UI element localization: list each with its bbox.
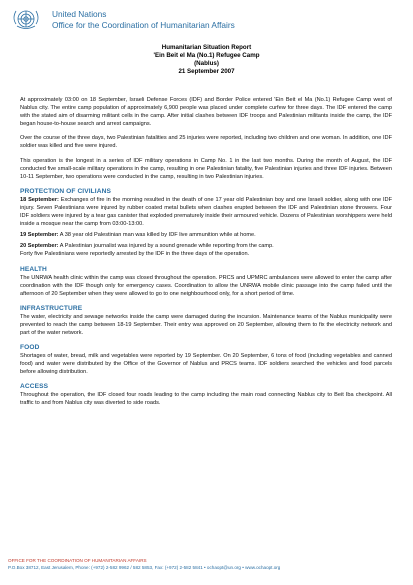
title-line-3: (Nablus) (194, 60, 219, 67)
report-body (20, 96, 392, 408)
access-heading: ACCESS (20, 383, 49, 391)
title-line-2: 'Ein Beit el Ma (No.1) Refugee Camp (153, 52, 260, 59)
protection-sep20 (20, 242, 392, 250)
sep18-text: Exchanges of fire in the morning resulted in the death of one 17 year old Palestinian boy and one Israeli soldier, along with one IDF injury. Seven Palestinians were injured by rubber coated metal bullets when clashes erupted between the IDF and Palestinian stone throwers. Four IDF soldiers were injured by a tear gas canister that exploded prematurely inside their armoured vehicle. Dozens of Palestinian worshippers were held inside a mosque near the camp from 03:00-13:00. (20, 196, 392, 228)
sep19-label: 19 September: (20, 232, 59, 239)
title-line-1: Humanitarian Situation Report (161, 44, 252, 51)
health-heading: HEALTH (20, 265, 47, 273)
food-heading: FOOD (20, 344, 40, 352)
footer-contact: P.O.Box 38712, East Jerusalem, Phone: (+972) 2-582 9962 / 582 5853, Fax: (+972) 2-582 5841 • ochaopt@un.org • www.ochaopt.org (8, 565, 281, 570)
protection-summary: Forty five Palestinians were reportedly arrested by the IDF in the three days of the operation. (20, 251, 250, 258)
access-paragraph: Throughout the operation, the IDF closed four roads leading to the camp including the main road connecting Nablus city to Beit Iba checkpoint. All traffic to and from Nablus city was diverted to side roads. (20, 392, 392, 407)
infrastructure-heading: INFRASTRUCTURE (20, 304, 83, 312)
protection-sep18 (20, 196, 392, 228)
sep19-text: A 38 year old Palestinian man was killed by IDF live ammunition while at home. (58, 232, 256, 239)
food-paragraph: Shortages of water, bread, milk and vegetables were reported by 19 September. On 20 September, 6 tons of food (including vegetables and canned food) and water were distributed by the Office of the Governor of Nablus and PRCS teams. IDF soldiers searched the vehicles and food parcels before allowing distribution. (20, 353, 392, 376)
intro-paragraph-2: Over the course of the three days, two Palestinian fatalities and 25 injuries were reported, including two children and one woman. In addition, one IDF soldier was killed and five were injured. (20, 135, 392, 150)
report-title (0, 44, 413, 76)
intro-paragraph-3: This operation is the longest in a series of IDF military operations in Camp No. 1 in the last two months. During the month of August, the IDF conducted five small-scale military operations in the camp, resulting in one Palestinian fatality, five Palestinian injuries and three IDF injuries. Between 10-11 September, two operations were conducted in the camp, resulting in two Palestinian injuries. (20, 157, 392, 180)
protection-heading: PROTECTION OF CIVILIANS (20, 187, 111, 195)
un-emblem-icon (8, 6, 44, 32)
report-date: 21 September 2007 (178, 68, 235, 75)
sep18-label: 18 September: (20, 196, 59, 203)
intro-paragraph-1: At approximately 03:00 on 18 September, Israeli Defense Forces (IDF) and Border Police entered 'Ein Beit el Ma (No.1) Refugee Camp west of Nablus city. The entire camp population of approximately 6,900 people was placed under complete curfew for three days. The IDF entered the camp with the stated aim of disarming militant cells in the camp. After initial clashes between IDF troops and Palestinian militants inside the camp, the IDF began house-to-house search and arrest campaigns. (20, 97, 392, 128)
org-name-line2: Office for the Coordination of Humanitarian Affairs (52, 20, 235, 30)
protection-sep19 (20, 231, 392, 239)
org-name-line1: United Nations (52, 9, 107, 19)
infrastructure-paragraph: The water, electricity and sewage networks inside the camp were damaged during the incursion. Maintenance teams of the Nablus municipality were prevented to reach the camp between 18-19 September. Their entry was approved on 20 September, allowing them to fix the electricity network and part of the water network. (20, 313, 392, 336)
health-paragraph: The UNRWA health clinic within the camp was closed throughout the operation. PRCS and UPMRC ambulances were allowed to enter the camp after coordination with the IDF though only for emergency cases. Coordination to allow the UNRWA mobile clinic passage into the camp failed until the afternoon of 20 September when they were allowed to go to one neighbourhood only, for a short period of time. (20, 274, 392, 297)
sep20-label: 20 September: (20, 243, 59, 250)
footer-office-name: OFFICE FOR THE COORDINATION OF HUMANITARIAN AFFAIRS (8, 558, 147, 563)
letterhead (8, 6, 308, 32)
sep20-text: A Palestinian journalist was injured by a sound grenade while reporting from the camp. (58, 243, 274, 250)
